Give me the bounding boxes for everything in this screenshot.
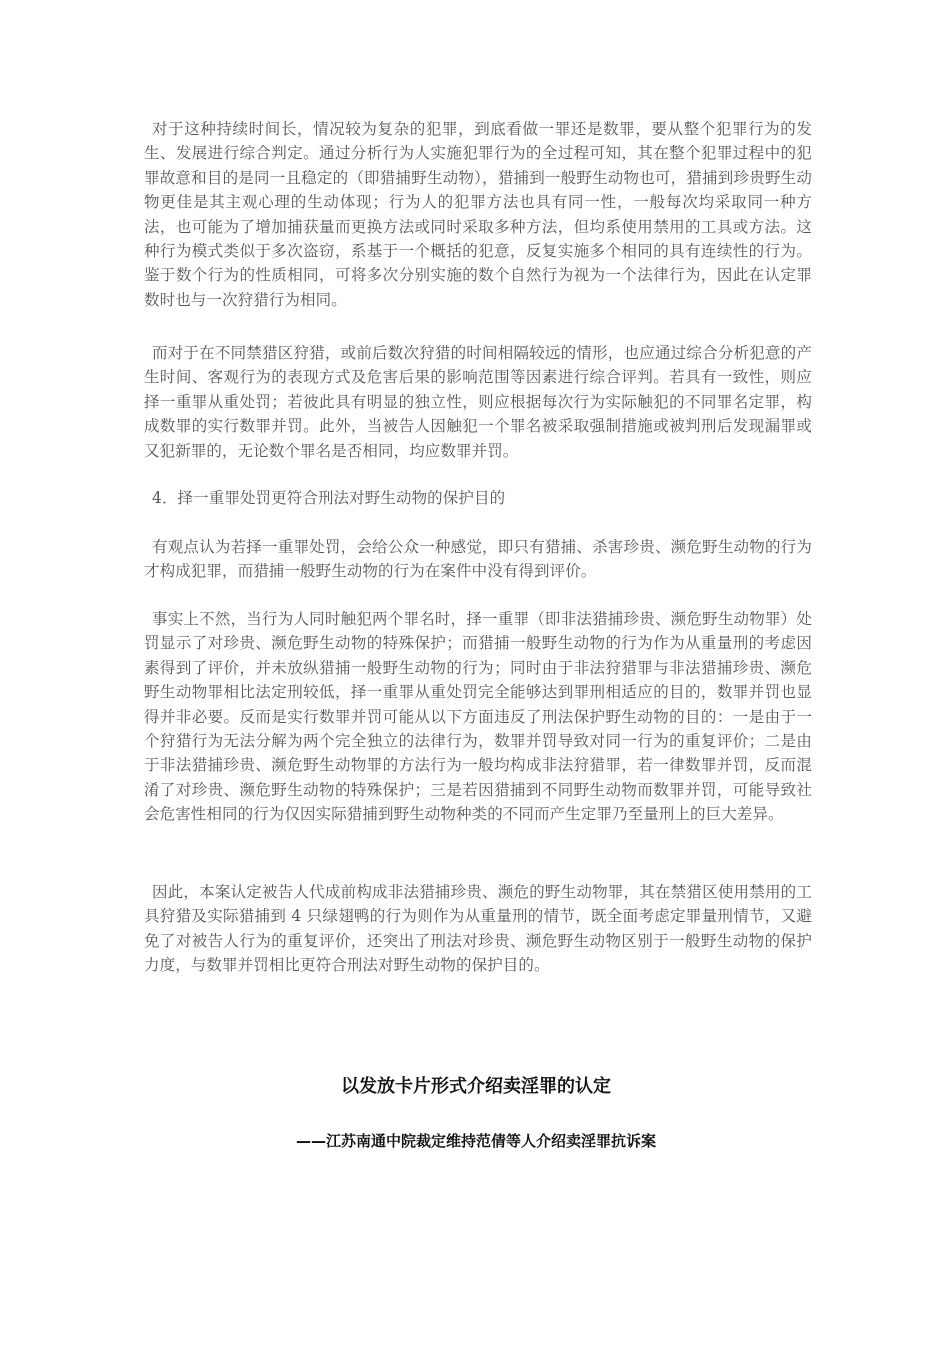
section-heading: 4．择一重罪处罚更符合刑法对野生动物的保护目的 <box>152 489 506 507</box>
case-title: 以发放卡片形式介绍卖淫罪的认定 <box>341 1076 611 1097</box>
paragraph-5: 因此，本案认定被告人代成前构成非法猎捕珍贵、濒危的野生动物罪，其在禁猎区使用禁用的工具狩猎及实际猎捕到 4 只绿翅鸭的行为则作为从重量刑的情节，既全面考虑定罪量刑情节，又避免了对被告人行为的重复评价，还突出了刑法对珍贵、濒危野生动物区别于一般野生动物的保护力度，与数罪并罚相比更符合刑法对野生动物的保护目的。 <box>144 883 812 975</box>
paragraph-4: 事实上不然，当行为人同时触犯两个罪名时，择一重罪（即非法猎捕珍贵、濒危野生动物罪）处罚显示了对珍贵、濒危野生动物的特殊保护；而猎捕一般野生动物的行为作为从重量刑的考虑因素得到了评价，并未放纵猎捕一般野生动物的行为；同时由于非法狩猎罪与非法猎捕珍贵、濒危野生动物罪相比法定刑较低，择一重罪从重处罚完全能够达到罪刑相适应的目的，数罪并罚也显得并非必要。反而是实行数罪并罚可能从以下方面违反了刑法保护野生动物的目的：一是由于一个狩猎行为无法分解为两个完全独立的法律行为，数罪并罚导致对同一行为的重复评价；二是由于非法猎捕珍贵、濒危野生动物罪的方法行为一般均构成非法狩猎罪，若一律数罪并罚，反而混淆了对珍贵、濒危野生动物的特殊保护；三是若因猎捕到不同野生动物而数罪并罚，可能导致社会危害性相同的行为仅因实际猎捕到野生动物种类的不同而产生定罪乃至量刑上的巨大差异。 <box>144 610 812 824</box>
paragraph-3: 有观点认为若择一重罪处罚，会给公众一种感觉，即只有猎捕、杀害珍贵、濒危野生动物的行为才构成犯罪，而猎捕一般野生动物的行为在案件中没有得到评价。 <box>144 538 812 581</box>
paragraph-2: 而对于在不同禁猎区狩猎，或前后数次狩猎的时间相隔较远的情形，也应通过综合分析犯意的产生时间、客观行为的表现方式及危害后果的影响范围等因素进行综合评判。若具有一致性，则应择一重罪从重处罚；若彼此具有明显的独立性，则应根据每次行为实际触犯的不同罪名定罪，构成数罪的实行数罪并罚。此外，当被告人因触犯一个罪名被采取强制措施或被判刑后发现漏罪或又犯新罪的，无论数个罪名是否相同，均应数罪并罚。 <box>144 344 812 460</box>
case-subtitle: ——江苏南通中院裁定维持范倩等人介绍卖淫罪抗诉案 <box>295 1132 656 1150</box>
paragraph-1: 对于这种持续时间长，情况较为复杂的犯罪，到底看做一罪还是数罪，要从整个犯罪行为的发生、发展进行综合判定。通过分析行为人实施犯罪行为的全过程可知，其在整个犯罪过程中的犯罪故意和目的是同一且稳定的（即猎捕野生动物），猎捕到一般野生动物也可，猎捕到珍贵野生动物更佳是其主观心理的生动体现；行为人的犯罪方法也具有同一性，一般每次均采取同一种方法，也可能为了增加捕获量而更换方法或同时采取多种方法，但均系使用禁用的工具或方法。这种行为模式类似于多次盗窃，系基于一个概括的犯意，反复实施多个相同的具有连续性的行为。鉴于数个行为的性质相同，可将多次分别实施的数个自然行为视为一个法律行为，因此在认定罪数时也与一次狩猎行为相同。 <box>144 120 812 309</box>
